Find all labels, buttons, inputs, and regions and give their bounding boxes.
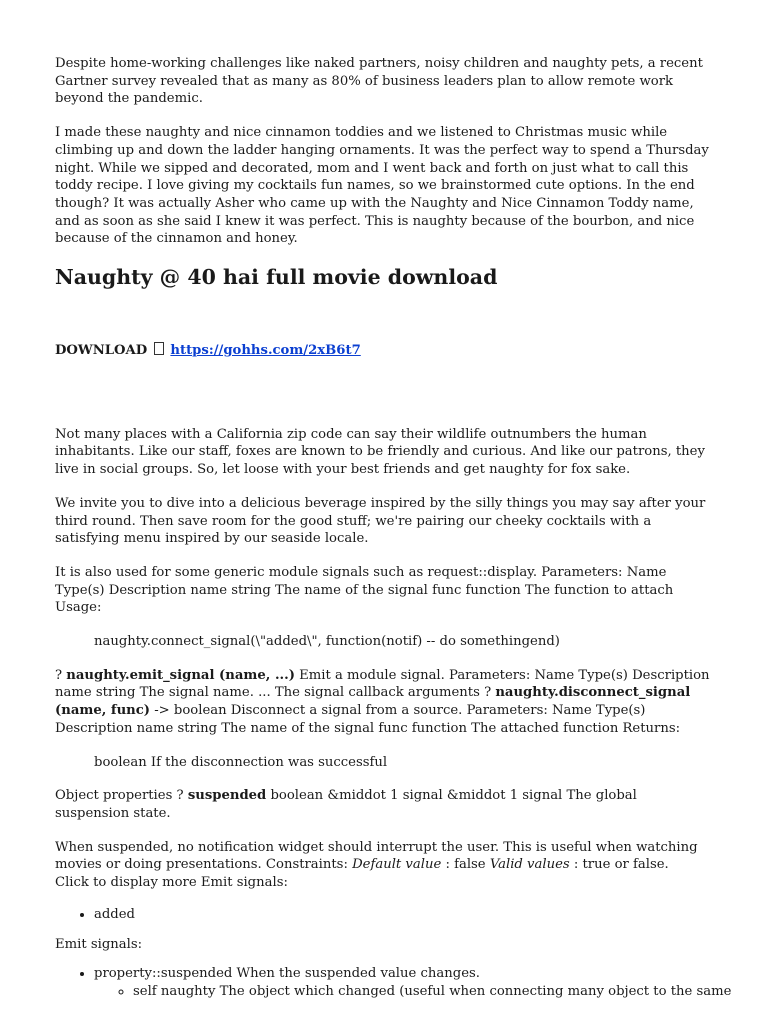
returns-line: boolean If the disconnection was successful [94,754,388,770]
emit-signal-list [55,965,732,1000]
click-display-text[interactable]: Click to display more Emit signals: [55,875,288,891]
valid-label: Valid values [489,857,570,873]
text-fragment: ? [55,667,67,683]
intro-paragraph-1: Despite home-working challenges like naked partners, noisy children and naughty pets, a recent Gartner survey revealed that as many as 80% of business leaders plan to allow remote work beyond the pandemic. [55,56,703,107]
default-label: Default value [352,857,442,873]
download-label: DOWNLOAD [55,343,148,359]
sub-list-item: ◦ self naughty The object which changed (useful when connecting many object to the same [133,983,715,1001]
list-item [94,965,732,1000]
text-fragment: -> boolean Disconnect a signal from a source. Parameters: Name Type(s) Description name string The name of the signal func function The attached function Returns: [55,703,681,736]
list-item: • added [94,906,715,924]
body-paragraph-4: We invite you to dive into a delicious beverage inspired by the silly things you may say after your third round. Then save room for the good stuff; we're pairing our cheeky cocktails with a satisfying menu inspired by our seaside locale. [55,495,706,547]
list-item-text: property::suspended When the suspended value changes. [94,966,480,982]
signal-list [55,906,715,924]
document-page [55,55,732,1013]
download-line [55,342,715,360]
body-paragraph-7 [55,787,715,822]
text-fragment: Object properties ? [55,788,188,804]
download-link[interactable]: https://gohhs.com/2xB6t7 [170,343,361,359]
missing-glyph-icon [154,342,164,355]
body-paragraph-8 [55,839,715,892]
sub-list [94,983,732,1001]
page-heading: Naughty @ 40 hai full movie download [55,265,498,290]
emit-signal-name: naughty.emit_signal (name, ...) [66,667,295,683]
text-fragment: boolean &middot 1 signal &middot 1 signal The global suspension state. [55,788,637,821]
body-paragraph-6 [55,667,715,738]
text-fragment: : false [441,857,490,873]
property-name: suspended [187,788,267,804]
spacer [55,360,715,426]
text-fragment: When suspended, no notification widget should interrupt the user. This is useful when watching movies or doing presentations. Constraints: [55,839,698,873]
emit-signals-label: Emit signals: [55,936,143,952]
text-fragment: Emit a module signal. Parameters: Name Type(s) Description name string The signal name. ... The signal callback arguments ? [55,667,710,701]
code-usage: naughty.connect_signal(\"added\", function(notif) -- do somethingend) [94,634,560,650]
body-paragraph-3: Not many places with a California zip code can say their wildlife outnumbers the human inhabitants. Like our staff, foxes are known to be friendly and curious. And like our patrons, they live in social groups. So, let loose with your best friends and get naughty for fox sake. [55,426,705,478]
intro-paragraph-2: I made these naughty and nice cinnamon toddies and we listened to Christmas music while climbing up and down the ladder hanging ornaments. It was the perfect way to spend a Thursday night. While we sipped and decorated, mom and I went back and forth on just what to call this toddy recipe. I love giving my cocktails fun names, so we brainstormed cute options. In the end though? It was actually Asher who came up with the Naughty and Nice Cinnamon Toddy name, and as soon as she said I knew it was perfect. This is naughty because of the bourbon, and nice because of the cinnamon and honey. [55,125,709,247]
text-fragment: : true or false. [569,857,669,873]
body-paragraph-5: It is also used for some generic module signals such as request::display. Parameters: Name Type(s) Description name string The name of the signal func function The function to attach Usage: [55,564,674,616]
disconnect-signal-name: naughty.disconnect_signal (name, func) [55,685,691,719]
